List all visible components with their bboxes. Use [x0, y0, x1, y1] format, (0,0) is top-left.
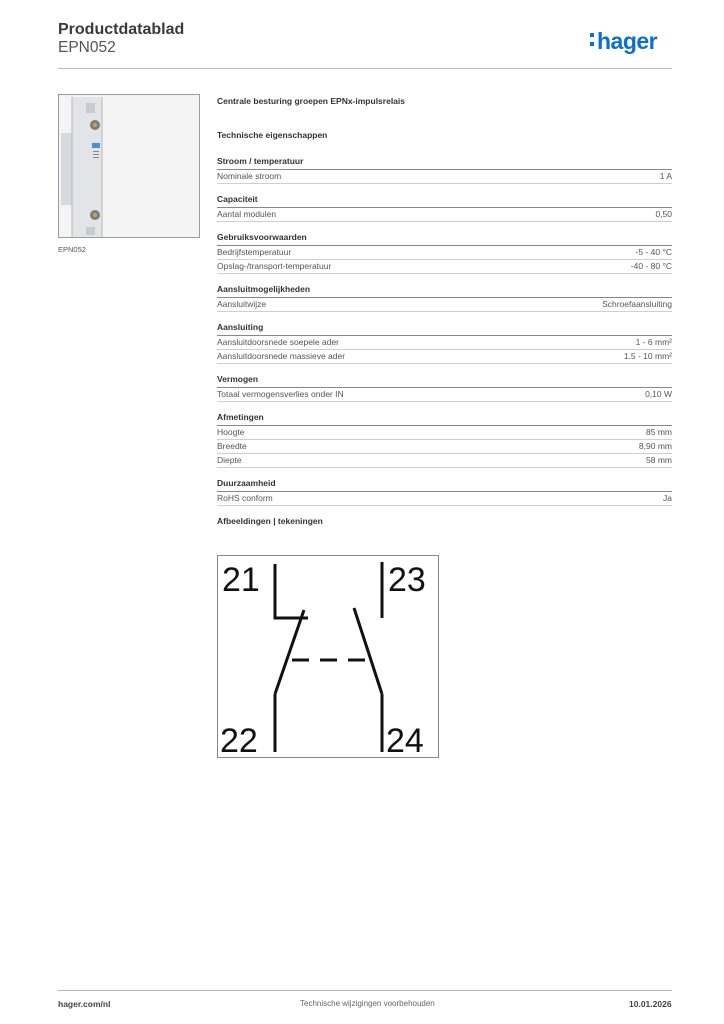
section-aansluiting	[217, 322, 672, 364]
spec-value: -5 - 40 °C	[635, 247, 672, 257]
section-vermogen	[217, 374, 672, 402]
technical-properties-title: Technische eigenschappen	[217, 130, 328, 140]
spec-row	[217, 260, 672, 274]
spec-value: Ja	[663, 493, 672, 503]
spec-value: 1.5 - 10 mm²	[623, 351, 672, 361]
product-code: EPN052	[58, 39, 116, 56]
section-title: Afmetingen	[217, 412, 672, 426]
spec-label: Aansluitdoorsnede massieve ader	[217, 351, 346, 361]
terminal-24-label: 24	[386, 722, 424, 757]
spec-row	[217, 440, 672, 454]
footer-divider	[58, 990, 672, 991]
spec-value: -40 - 80 °C	[630, 261, 672, 271]
spec-value: 1 - 6 mm²	[635, 337, 672, 347]
spec-value: 58 mm	[646, 455, 672, 465]
product-image-caption: EPN052	[58, 245, 86, 254]
spec-row	[217, 298, 672, 312]
footer-notice: Technische wijzigingen voorbehouden	[300, 999, 435, 1008]
product-image	[58, 94, 200, 238]
section-title: Vermogen	[217, 374, 672, 388]
spec-label: Aantal modulen	[217, 209, 277, 219]
section-title: Duurzaamheid	[217, 478, 672, 492]
spec-row	[217, 208, 672, 222]
spec-row	[217, 492, 672, 506]
section-stroom	[217, 156, 672, 184]
section-title: Capaciteit	[217, 194, 672, 208]
relay-module-icon	[59, 95, 199, 237]
spec-label: Totaal vermogensverlies onder IN	[217, 389, 344, 399]
spec-value: Schroefaansluiting	[602, 299, 672, 309]
header-divider	[58, 68, 672, 69]
section-afmetingen	[217, 412, 672, 468]
footer-date: 10.01.2026	[629, 999, 672, 1009]
spec-value: 0,10 W	[645, 389, 672, 399]
spec-label: Aansluitdoorsnede soepele ader	[217, 337, 339, 347]
section-aansluitmogelijkheden	[217, 284, 672, 312]
spec-row	[217, 336, 672, 350]
spec-label: RoHS conform	[217, 493, 273, 503]
spec-row	[217, 426, 672, 440]
spec-label: Diepte	[217, 455, 242, 465]
section-title: Stroom / temperatuur	[217, 156, 672, 170]
spec-label: Opslag-/transport-temperatuur	[217, 261, 332, 271]
spec-value: 0,50	[655, 209, 672, 219]
spec-label: Breedte	[217, 441, 247, 451]
spec-label: Hoogte	[217, 427, 245, 437]
section-title: Aansluiting	[217, 322, 672, 336]
contact-schematic-icon	[218, 556, 438, 757]
spec-label: Aansluitwijze	[217, 299, 267, 309]
spec-value: 1 A	[659, 171, 672, 181]
wiring-diagram	[217, 555, 439, 758]
logo-colon-icon	[590, 28, 594, 46]
page-title: Productdatablad	[58, 21, 185, 38]
spec-row	[217, 388, 672, 402]
logo-text: hager	[597, 28, 658, 54]
terminal-22-label: 22	[220, 722, 258, 757]
footer-website-link[interactable]: hager.com/nl	[58, 999, 111, 1009]
images-title: Afbeeldingen | tekeningen	[217, 516, 323, 526]
section-title: Aansluitmogelijkheden	[217, 284, 672, 298]
spec-row	[217, 454, 672, 468]
product-description: Centrale besturing groepen EPNx-impulsrelais	[217, 96, 405, 106]
spec-label: Bedrijfstemperatuur	[217, 247, 292, 257]
terminal-21-label: 21	[222, 561, 260, 599]
spec-row	[217, 350, 672, 364]
spec-label: Nominale stroom	[217, 171, 282, 181]
spec-value: 8,90 mm	[638, 441, 672, 451]
spec-row	[217, 246, 672, 260]
section-gebruiksvoorwaarden	[217, 232, 672, 274]
terminal-23-label: 23	[388, 561, 426, 599]
section-capaciteit	[217, 194, 672, 222]
section-title: Gebruiksvoorwaarden	[217, 232, 672, 246]
spec-value: 85 mm	[646, 427, 672, 437]
hager-logo	[590, 28, 657, 55]
spec-row	[217, 170, 672, 184]
section-duurzaamheid	[217, 478, 672, 506]
main-content	[217, 96, 672, 532]
